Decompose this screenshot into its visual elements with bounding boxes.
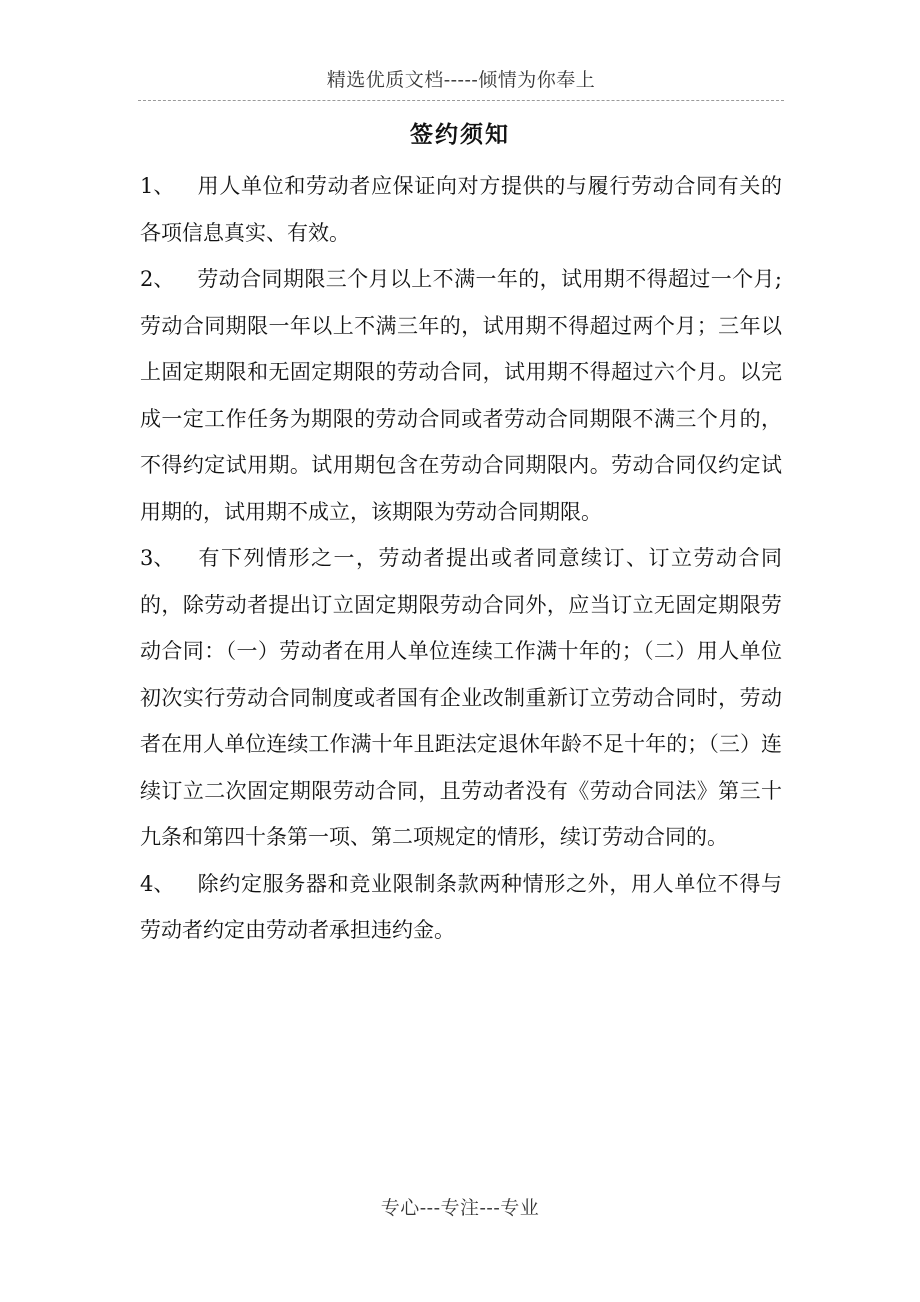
clause-text: 用人单位和劳动者应保证向对方提供的与履行劳动合同有关的各项信息真实、有效。: [140, 174, 782, 245]
clause-text: 有下列情形之一，劳动者提出或者同意续订、订立劳动合同的，除劳动者提出订立固定期限劳动合同外，应当订立无固定期限劳动合同：（一）劳动者在用人单位连续工作满十年的；（二）用人单位初次实行劳动合同制度或者国有企业改制重新订立劳动合同时，劳动者在用人单位连续工作满十年且距法定退休年龄不足十年的；（三）连续订立二次固定期限劳动合同，且劳动者没有《劳动合同法》第三十九条和第四十条第一项、第二项规定的情形，续订劳动合同的。: [140, 546, 782, 849]
clause-1: [140, 163, 782, 256]
clause-3: [140, 535, 782, 861]
clause-text: 除约定服务器和竞业限制条款两种情形之外，用人单位不得与劳动者约定由劳动者承担违约金。: [140, 871, 782, 942]
document-body: [140, 163, 782, 954]
page-header: [138, 66, 784, 101]
page-footer: 专心---专注---专业: [380, 1197, 540, 1219]
clause-text: 劳动合同期限三个月以上不满一年的，试用期不得超过一个月;劳动合同期限一年以上不满三年的，试用期不得超过两个月；三年以上固定期限和无固定期限的劳动合同，试用期不得超过六个月。以完成一定工作任务为期限的劳动合同或者劳动合同期限不满三个月的，不得约定试用期。试用期包含在劳动合同期限内。劳动合同仅约定试用期的，试用期不成立，该期限为劳动合同期限。: [140, 267, 782, 524]
clause-number: 3、: [140, 546, 175, 570]
clause-4: [140, 861, 782, 954]
clause-2: [140, 256, 782, 535]
clause-number: 4、: [140, 871, 175, 896]
clause-number: 1、: [140, 174, 175, 198]
page-header-text: 精选优质文档-----倾情为你奉上: [326, 69, 596, 91]
clause-number: 2、: [140, 267, 175, 291]
document-title: 签约须知: [410, 121, 510, 148]
